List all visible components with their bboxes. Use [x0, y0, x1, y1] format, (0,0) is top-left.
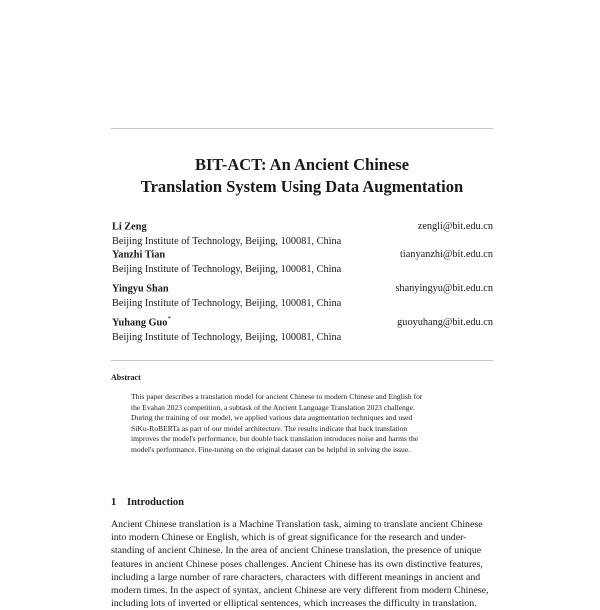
abstract-line: model's performance. Fine-tuning on the original dataset can be helpful in solving the issue. [131, 444, 411, 454]
author-affiliation: Beijing Institute of Technology, Beijing, 100081, China [112, 298, 342, 310]
author-email: guoyuhang@bit.edu.cn [397, 317, 493, 329]
body-line: standing of ancient Chinese. In the area of ancient Chinese translation, the presence of unique [111, 545, 482, 557]
abstract-heading: Abstract [111, 373, 141, 382]
abstract-line: This paper describes a translation model for ancient Chinese to modern Chinese and English for [131, 392, 423, 401]
title-line-1: BIT-ACT: An Ancient Chinese [194, 155, 410, 174]
author-name: Li Zeng [112, 221, 147, 233]
section-title: Introduction [127, 497, 184, 508]
author-affiliation: Beijing Institute of Technology, Beijing, 100081, China [112, 236, 342, 248]
author-name: Yingyu Shan [112, 283, 169, 295]
author-email: shanyingyu@bit.edu.cn [395, 283, 493, 295]
abstract-body [131, 392, 473, 456]
author-name: Yanzhi Tian [112, 249, 166, 261]
section-number: 1 [111, 497, 117, 508]
author-block-3 [112, 278, 493, 311]
abstract-line: the Evahan 2023 competition, a subtask of the Ancient Language Translation 2023 challenge. [131, 402, 415, 412]
body-line: including lots of inverted or elliptical sentences, which increases the difficulty in translation. [111, 598, 477, 610]
author-affiliation: Beijing Institute of Technology, Beijing, 100081, China [112, 264, 342, 276]
corresponding-author-marker: * [167, 315, 171, 323]
body-line: Ancient Chinese translation is a Machine Translation task, aiming to translate ancient Chinese [111, 519, 483, 530]
author-name: Yuhang Guo* [112, 315, 171, 329]
author-affiliation: Beijing Institute of Technology, Beijing, 100081, China [112, 332, 342, 344]
abstract-line: During the training of our model, we applied various data augmentation techniques and used [131, 413, 413, 423]
body-line: including a large number of rare characters, characters with different meanings in ancient and [111, 571, 481, 583]
introduction-body [111, 518, 493, 610]
body-line: modern times. In the aspect of syntax, ancient Chinese are very different from modern Chinese, [111, 585, 489, 597]
body-line: into modern Chinese or English, which is of great significance for the research and under- [111, 532, 467, 544]
author-block-4 [112, 312, 493, 345]
paper-title [100, 154, 504, 198]
body-line: features in ancient Chinese poses challenges. Ancient Chinese has its own distinctive features, [111, 558, 483, 570]
author-block-2 [112, 244, 493, 277]
section-heading [111, 496, 184, 510]
abstract-line: SiKu-RoBERTa as part of our model architecture. The results indicate that back translation [131, 423, 408, 433]
title-line-2: Translation System Using Data Augmentation [140, 177, 464, 196]
top-divider [111, 128, 493, 129]
author-email: tianyanzhi@bit.edu.cn [400, 249, 493, 261]
bottom-divider [111, 360, 493, 361]
abstract-line: improves the model's performance, but double back translation introduces noise and harms the [131, 434, 419, 444]
author-email: zengli@bit.edu.cn [417, 221, 493, 233]
